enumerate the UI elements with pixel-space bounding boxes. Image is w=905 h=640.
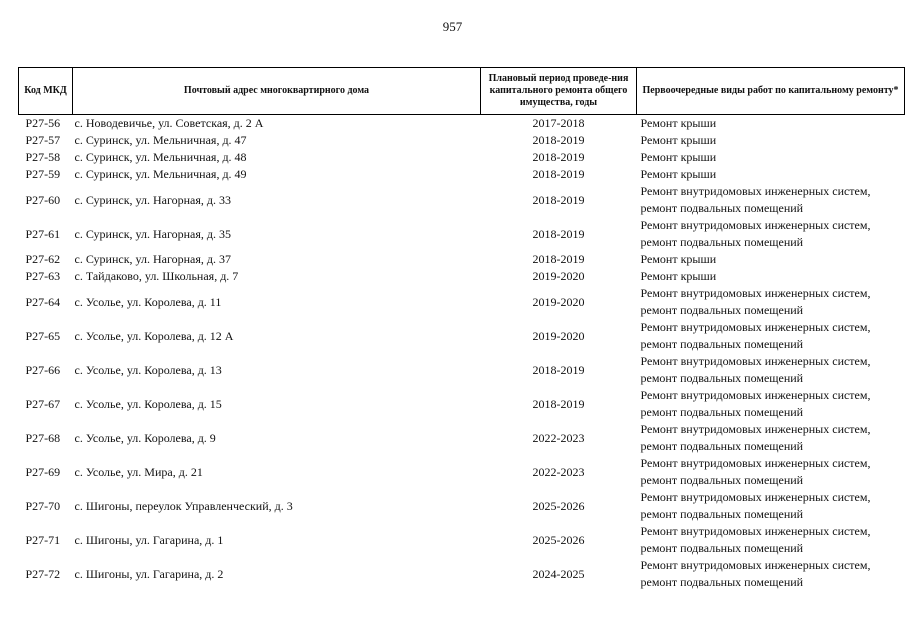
row-address: с. Усолье, ул. Королева, д. 9: [74, 430, 216, 445]
row-work-line1: Ремонт внутридомовых инженерных систем,: [640, 524, 871, 538]
row-code: Р27-71: [25, 532, 61, 547]
row-address: с. Шигоны, ул. Гагарина, д. 1: [74, 532, 224, 547]
row-work-line1: Ремонт внутридомовых инженерных систем,: [640, 320, 871, 334]
row-address: с. Усолье, ул. Королева, д. 12 А: [74, 328, 234, 343]
row-work-line2: ремонт подвальных помещений: [640, 405, 804, 419]
row-work-line2: ремонт подвальных помещений: [640, 575, 804, 589]
row-address: с. Новодевичье, ул. Советская, д. 2 А: [74, 116, 264, 130]
row-period: 2018-2019: [532, 167, 585, 181]
row-period: 2019-2020: [532, 328, 585, 343]
row-work-line2: ремонт подвальных помещений: [640, 303, 804, 317]
table-row: [19, 132, 905, 149]
row-period: 2017-2018: [532, 116, 585, 130]
row-code: Р27-56: [25, 116, 61, 130]
page-number: 957: [442, 19, 463, 34]
header-works: Первоочередные виды работ по капитальному ремонту*: [637, 68, 905, 115]
row-period: 2018-2019: [532, 192, 585, 207]
table-body: [19, 115, 905, 592]
row-address: с. Тайдаково, ул. Школьная, д. 7: [74, 269, 239, 283]
row-address: с. Суринск, ул. Мельничная, д. 48: [74, 150, 247, 164]
row-works: [637, 319, 905, 353]
table-row: [19, 251, 905, 268]
row-address: с. Суринск, ул. Мельничная, д. 49: [74, 167, 247, 181]
row-works: [637, 387, 905, 421]
row-work-line1: Ремонт крыши: [640, 167, 717, 181]
row-period: 2018-2019: [532, 226, 585, 241]
row-period: 2019-2020: [532, 294, 585, 309]
row-code: Р27-66: [25, 362, 61, 377]
row-address: с. Усолье, ул. Мира, д. 21: [74, 464, 203, 479]
table-row: [19, 387, 905, 421]
row-period: 2024-2025: [532, 566, 585, 581]
table-row: [19, 285, 905, 319]
header-period: Плановый период проведе-ния капитального ремонта общего имущества, годы: [481, 68, 637, 115]
row-works: [637, 268, 905, 285]
table-header: [19, 68, 905, 115]
row-works: [637, 489, 905, 523]
row-work-line1: Ремонт крыши: [640, 133, 717, 147]
table-row: [19, 217, 905, 251]
table-row: [19, 166, 905, 183]
table-row: [19, 489, 905, 523]
row-works: [637, 183, 905, 217]
row-period: 2019-2020: [532, 269, 585, 283]
row-works: [637, 251, 905, 268]
table-row: [19, 455, 905, 489]
row-work-line2: ремонт подвальных помещений: [640, 337, 804, 351]
row-code: Р27-62: [25, 252, 61, 266]
capital-repair-table: [18, 67, 905, 591]
row-code: Р27-58: [25, 150, 61, 164]
row-works: [637, 353, 905, 387]
row-work-line1: Ремонт внутридомовых инженерных систем,: [640, 456, 871, 470]
row-code: Р27-59: [25, 167, 61, 181]
row-code: Р27-60: [25, 192, 61, 207]
row-code: Р27-67: [25, 396, 61, 411]
table-row: [19, 557, 905, 591]
row-period: 2018-2019: [532, 396, 585, 411]
row-address: с. Суринск, ул. Нагорная, д. 37: [74, 252, 231, 266]
row-period: 2022-2023: [532, 430, 585, 445]
row-work-line1: Ремонт внутридомовых инженерных систем,: [640, 388, 871, 402]
row-address: с. Шигоны, переулок Управленческий, д. 3: [74, 498, 293, 513]
row-works: [637, 523, 905, 557]
row-address: с. Усолье, ул. Королева, д. 15: [74, 396, 222, 411]
row-work-line2: ремонт подвальных помещений: [640, 473, 804, 487]
row-address: с. Шигоны, ул. Гагарина, д. 2: [74, 566, 224, 581]
table-row: [19, 268, 905, 285]
row-work-line1: Ремонт крыши: [640, 252, 717, 266]
table-row: [19, 523, 905, 557]
row-address: с. Суринск, ул. Нагорная, д. 33: [74, 192, 231, 207]
row-work-line2: ремонт подвальных помещений: [640, 439, 804, 453]
row-work-line1: Ремонт внутридомовых инженерных систем,: [640, 558, 871, 572]
table-row: [19, 183, 905, 217]
row-code: Р27-61: [25, 226, 61, 241]
row-work-line1: Ремонт крыши: [640, 150, 717, 164]
row-work-line2: ремонт подвальных помещений: [640, 507, 804, 521]
row-work-line1: Ремонт внутридомовых инженерных систем,: [640, 218, 871, 232]
row-work-line2: ремонт подвальных помещений: [640, 235, 804, 249]
row-period: 2018-2019: [532, 252, 585, 266]
row-works: [637, 115, 905, 133]
row-code: Р27-63: [25, 269, 61, 283]
row-address: с. Суринск, ул. Нагорная, д. 35: [74, 226, 231, 241]
row-period: 2025-2026: [532, 498, 585, 513]
row-works: [637, 132, 905, 149]
row-period: 2018-2019: [532, 362, 585, 377]
row-work-line1: Ремонт внутридомовых инженерных систем,: [640, 422, 871, 436]
row-code: Р27-69: [25, 464, 61, 479]
row-code: Р27-65: [25, 328, 61, 343]
row-period: 2022-2023: [532, 464, 585, 479]
table-row: [19, 353, 905, 387]
row-works: [637, 557, 905, 591]
row-code: Р27-72: [25, 566, 61, 581]
header-address: Почтовый адрес многоквартирного дома: [73, 68, 481, 115]
row-code: Р27-64: [25, 294, 61, 309]
row-works: [637, 285, 905, 319]
row-work-line1: Ремонт внутридомовых инженерных систем,: [640, 490, 871, 504]
row-work-line2: ремонт подвальных помещений: [640, 371, 804, 385]
row-code: Р27-57: [25, 133, 61, 147]
row-works: [637, 166, 905, 183]
row-work-line1: Ремонт внутридомовых инженерных систем,: [640, 184, 871, 198]
row-address: с. Усолье, ул. Королева, д. 11: [74, 294, 222, 309]
row-period: 2025-2026: [532, 532, 585, 547]
table-row: [19, 149, 905, 166]
row-work-line2: ремонт подвальных помещений: [640, 201, 804, 215]
row-works: [637, 217, 905, 251]
table-row: [19, 115, 905, 133]
row-work-line1: Ремонт внутридомовых инженерных систем,: [640, 286, 871, 300]
row-works: [637, 455, 905, 489]
row-period: 2018-2019: [532, 150, 585, 164]
row-work-line1: Ремонт внутридомовых инженерных систем,: [640, 354, 871, 368]
row-code: Р27-70: [25, 498, 61, 513]
row-works: [637, 149, 905, 166]
row-works: [637, 421, 905, 455]
row-code: Р27-68: [25, 430, 61, 445]
table-row: [19, 421, 905, 455]
row-work-line2: ремонт подвальных помещений: [640, 541, 804, 555]
header-code: Код МКД: [19, 68, 73, 115]
row-work-line1: Ремонт крыши: [640, 116, 717, 130]
table-row: [19, 319, 905, 353]
row-address: с. Суринск, ул. Мельничная, д. 47: [74, 133, 247, 147]
row-work-line1: Ремонт крыши: [640, 269, 717, 283]
row-period: 2018-2019: [532, 133, 585, 147]
row-address: с. Усолье, ул. Королева, д. 13: [74, 362, 222, 377]
